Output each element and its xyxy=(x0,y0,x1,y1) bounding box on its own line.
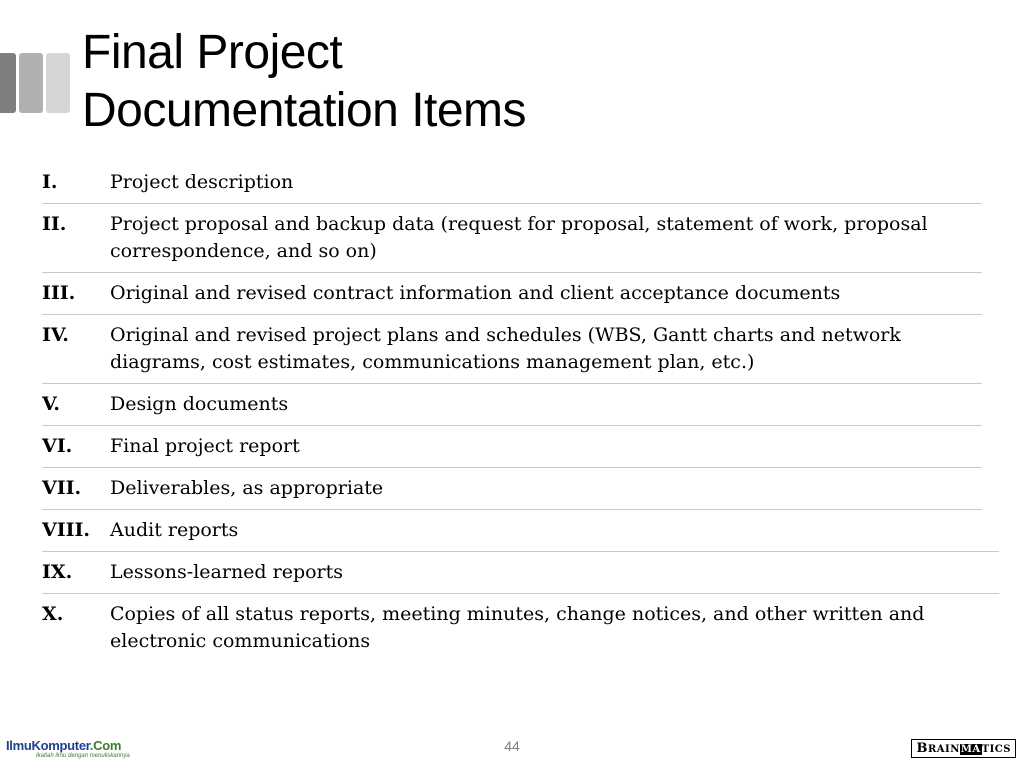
item-number: VIII. xyxy=(42,519,91,541)
list-item xyxy=(42,384,982,426)
list-item xyxy=(42,594,982,662)
logo-rain: RAIN xyxy=(927,744,960,755)
slide-title-line-2: Documentation Items xyxy=(82,84,527,137)
accent-bar-dark xyxy=(0,53,16,113)
page-number: 44 xyxy=(504,738,520,754)
item-text: Final project report xyxy=(110,435,300,457)
item-number: IX. xyxy=(42,561,73,583)
logo-com-text: .Com xyxy=(89,738,122,753)
slide-title-line-1: Final Project xyxy=(82,26,343,79)
item-text: Audit reports xyxy=(110,519,239,541)
list-item xyxy=(42,552,999,594)
item-text: Copies of all status reports, meeting minutes, change notices, and other written and electronic communications xyxy=(110,603,925,652)
item-number: VII. xyxy=(42,477,82,499)
logo-tics: TICS xyxy=(981,744,1011,755)
item-number: III. xyxy=(42,282,76,304)
logo-main-text: IlmuKomputer xyxy=(6,738,90,753)
item-number: X. xyxy=(42,603,64,625)
list-item xyxy=(42,315,982,384)
list-item xyxy=(42,510,999,552)
list-item xyxy=(42,162,982,204)
brainmatics-logo xyxy=(911,739,1016,758)
item-text: Lessons-learned reports xyxy=(110,561,344,583)
list-item xyxy=(42,273,982,315)
logo-b: B xyxy=(916,741,928,756)
slide-title xyxy=(82,24,526,140)
item-text: Deliverables, as appropriate xyxy=(110,477,384,499)
list-item xyxy=(42,204,982,273)
list-item xyxy=(42,468,982,510)
item-number: II. xyxy=(42,213,67,235)
item-text: Design documents xyxy=(110,393,289,415)
accent-bar-mid xyxy=(19,53,43,113)
item-number: V. xyxy=(42,393,61,415)
logo-ma: MA xyxy=(960,744,981,755)
list-item xyxy=(42,426,982,468)
item-number: IV. xyxy=(42,324,69,346)
documentation-items-list xyxy=(42,162,982,662)
item-text: Original and revised project plans and schedules (WBS, Gantt charts and network diagrams, cost estimates, communications management plan, etc.) xyxy=(110,324,901,373)
item-number: VI. xyxy=(42,435,73,457)
item-text: Project description xyxy=(110,171,294,193)
item-text: Original and revised contract information and client acceptance documents xyxy=(110,282,841,304)
accent-bar-light xyxy=(46,53,70,113)
item-text: Project proposal and backup data (request for proposal, statement of work, proposal correspondence, and so on) xyxy=(110,213,928,262)
logo-tagline: Ikatlah ilmu dengan menuliskannya xyxy=(36,753,130,759)
item-number: I. xyxy=(42,171,58,193)
